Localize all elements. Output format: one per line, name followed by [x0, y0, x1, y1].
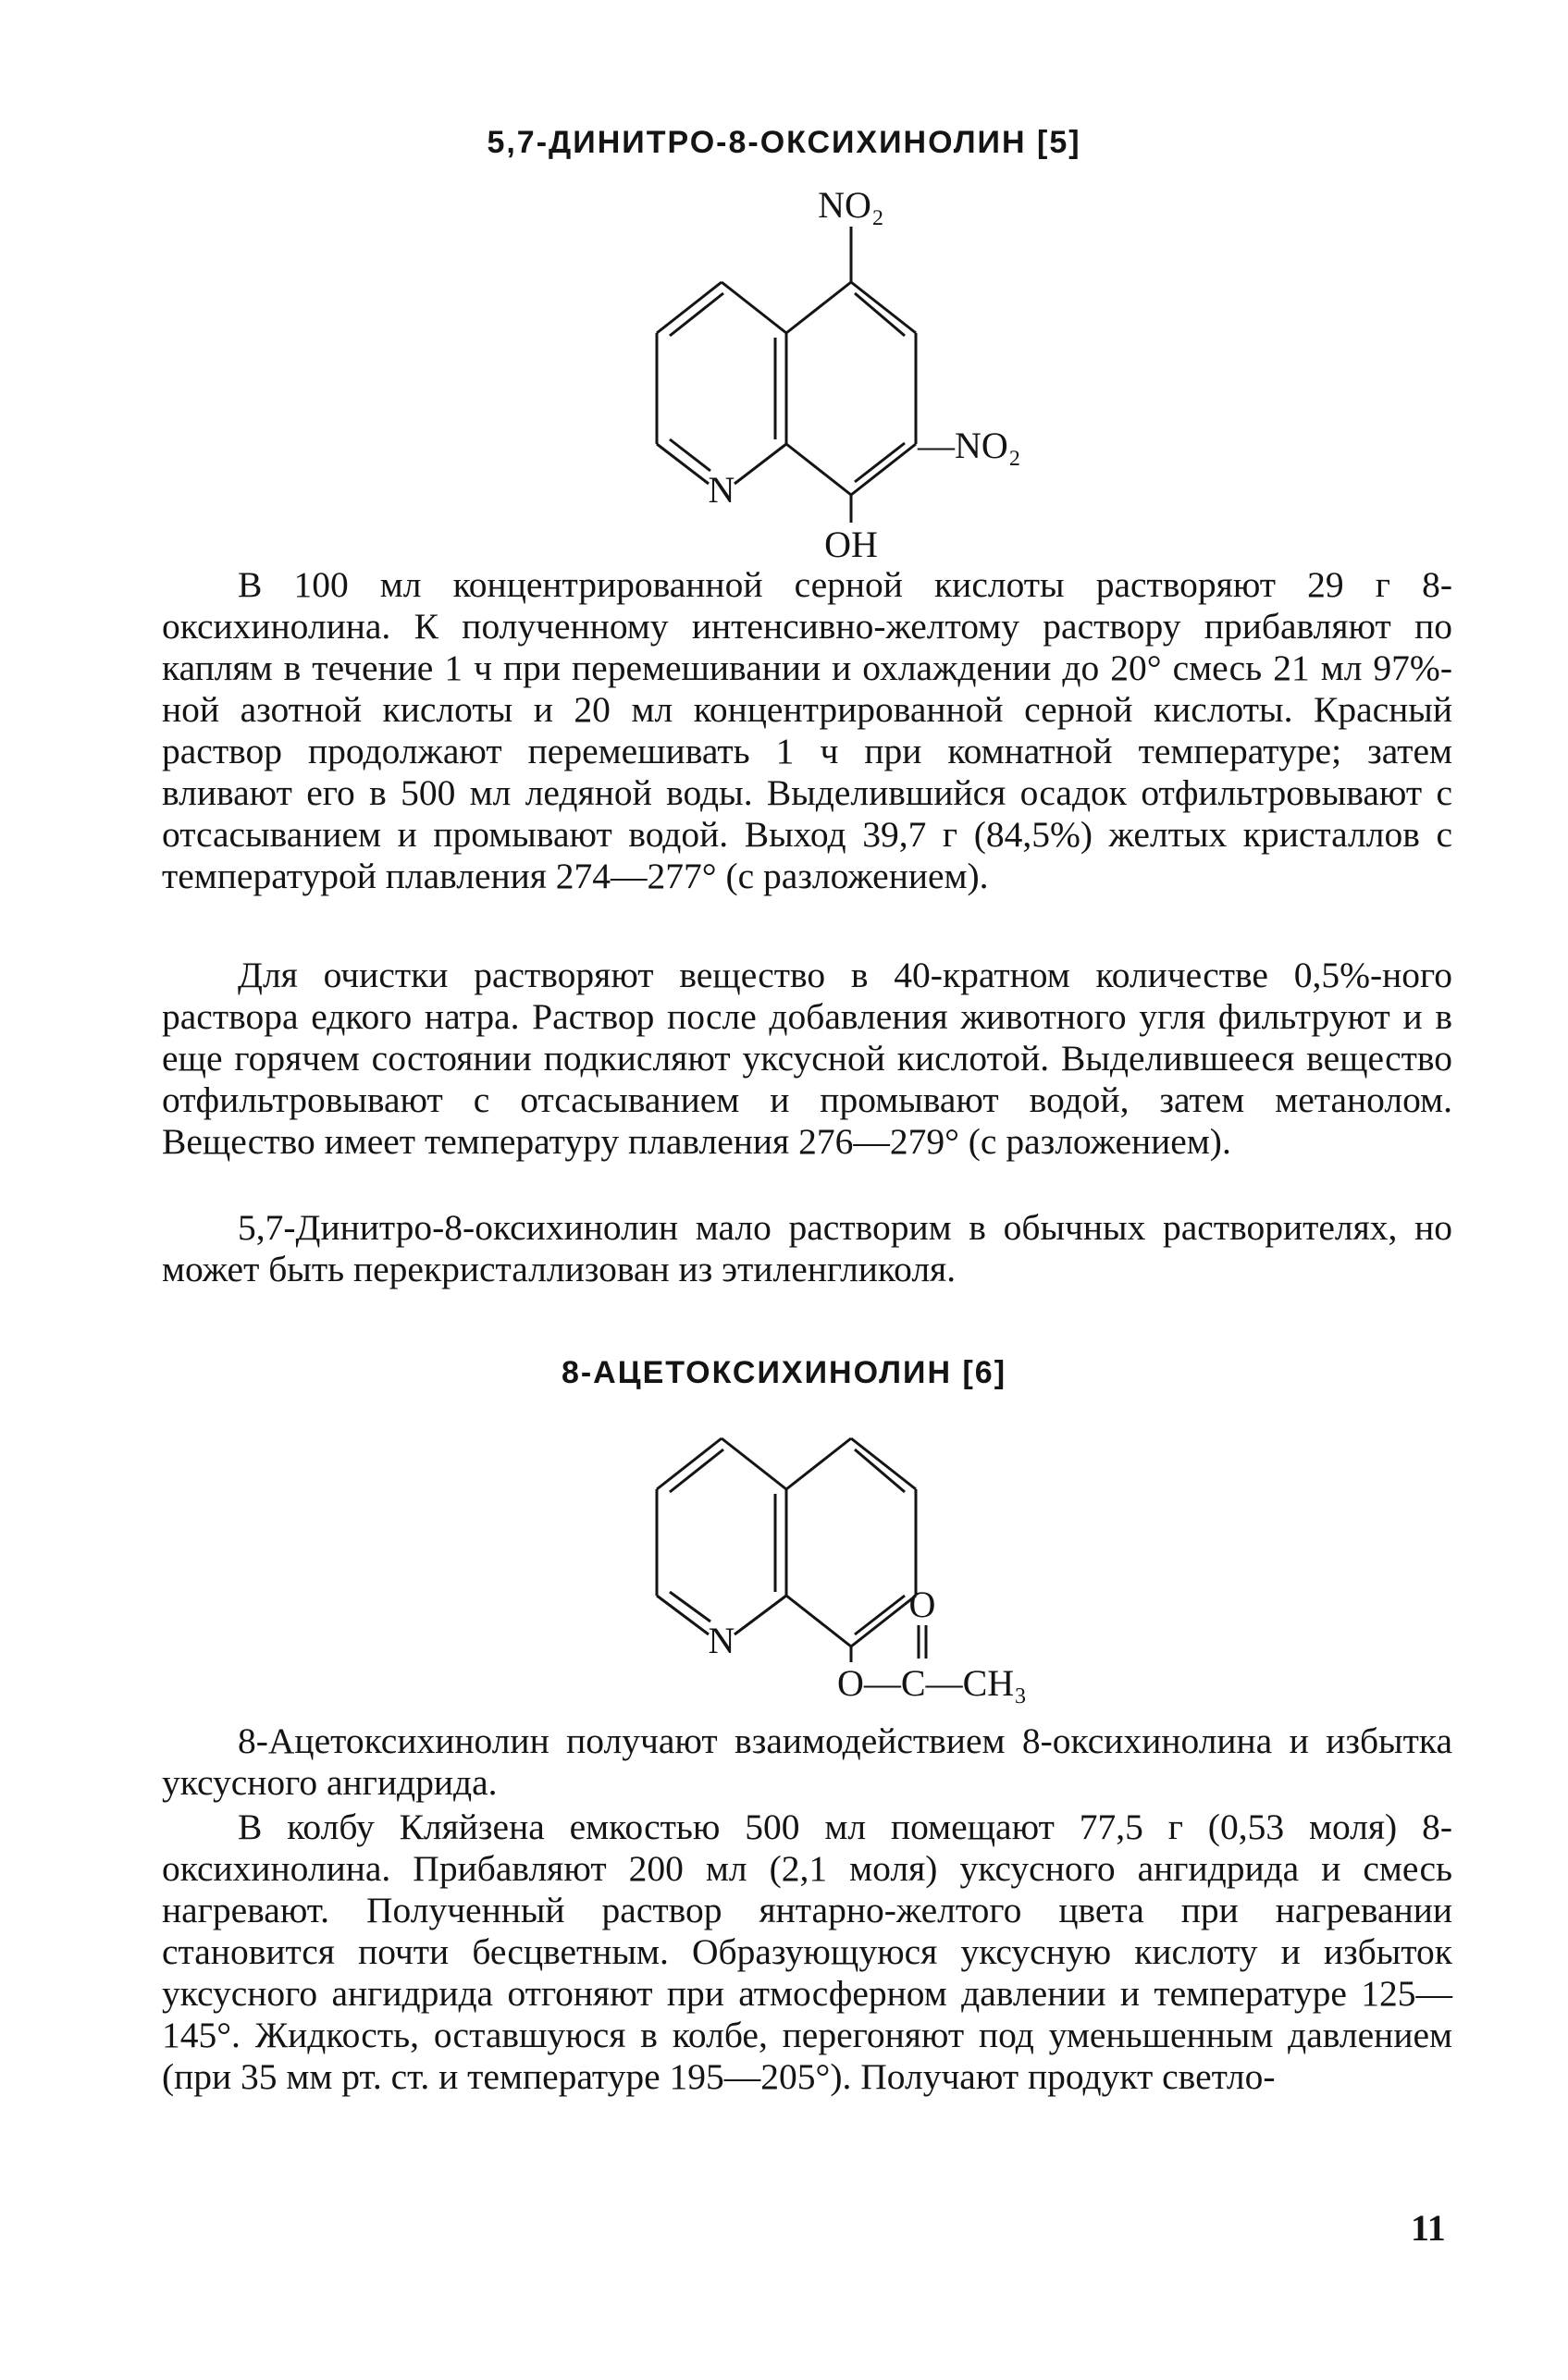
paragraph-solubility: 5,7-Динитро-8-оксихинолин мало растворим в обычных растворителях, но может быть перекристаллизован из этиленгликоля.	[162, 1207, 1452, 1289]
acetoxyquinoline-bonds	[657, 1438, 926, 1662]
section-title-acetoxyquinoline: 8-АЦЕТОКСИХИНОЛИН [6]	[561, 1355, 1007, 1390]
paragraph-method: 8-Ацетоксихинолин получают взаимодействием 8-оксихинолина и избытка уксусного ангидрида.	[162, 1720, 1452, 1803]
acetoxyquinoline-structure	[629, 1420, 1028, 1707]
paragraph-procedure: В колбу Кляйзена емкостью 500 мл помещают 77,5 г (0,53 моля) 8-оксихинолина. Прибавляют 200 мл (2,1 моля) уксусного ангидрида и смесь нагревают. Полученный раствор янтарно-желтого цвета при нагревании становится почти бесцветным. Образующуюся уксусную кислоту и избыток уксусного ангидрида отгоняют при атмосферном давлении и температуре 125—145°. Жидкость, оставшуюся в колбе, перегоняют под уменьшенным давлением (при 35 мм рт. ст. и температуре 195—205°). Получают продукт светло-	[162, 1807, 1452, 2097]
nitro-group-side-label: —NO₂	[918, 425, 1021, 466]
paragraph-purification: Для очистки растворяют вещество в 40-кратном количестве 0,5%-ного раствора едкого натра. Раствор после добавления животного угля фильтруют и в еще горячем состоянии подкисляют уксусной кислотой. Выделившееся вещество отфильтровывают с отсасыванием и промывают водой, затем метанолом. Вещество имеет температуру плавления 276—279° (с разложением).	[162, 955, 1452, 1162]
quinoline-ring-bonds	[657, 227, 916, 523]
section-title-dinitro-oxyquinoline: 5,7-ДИНИТРО-8-ОКСИХИНОЛИН [5]	[487, 125, 1081, 160]
acetoxy-group-label: O—C—CH₃	[837, 1662, 1028, 1704]
page-number: 11	[1411, 2207, 1446, 2249]
dinitro-oxyquinoline-structure	[629, 184, 1021, 565]
nitro-group-top-label: NO₂	[818, 184, 884, 226]
ring-nitrogen-label: N	[708, 469, 735, 511]
carbonyl-oxygen-label: O	[908, 1584, 936, 1625]
paragraph-synthesis: В 100 мл концентрированной серной кислоты растворяют 29 г 8-оксихинолина. К полученному интенсивно-желтому раствору прибавляют по каплям в течение 1 ч при перемешивании и охлаждении до 20° смесь 21 мл 97%-ной азотной кислоты и 20 мл концентрированной серной кислоты. Красный раствор продолжают перемешивать 1 ч при комнатной температуре; затем вливают его в 500 мл ледяной воды. Выделившийся осадок отфильтровывают с отсасыванием и промывают водой. Выход 39,7 г (84,5%) желтых кристаллов с температурой плавления 274—277° (с разложением).	[162, 564, 1452, 896]
ring-nitrogen-label: N	[708, 1620, 735, 1661]
hydroxyl-group-label: OH	[824, 524, 878, 565]
